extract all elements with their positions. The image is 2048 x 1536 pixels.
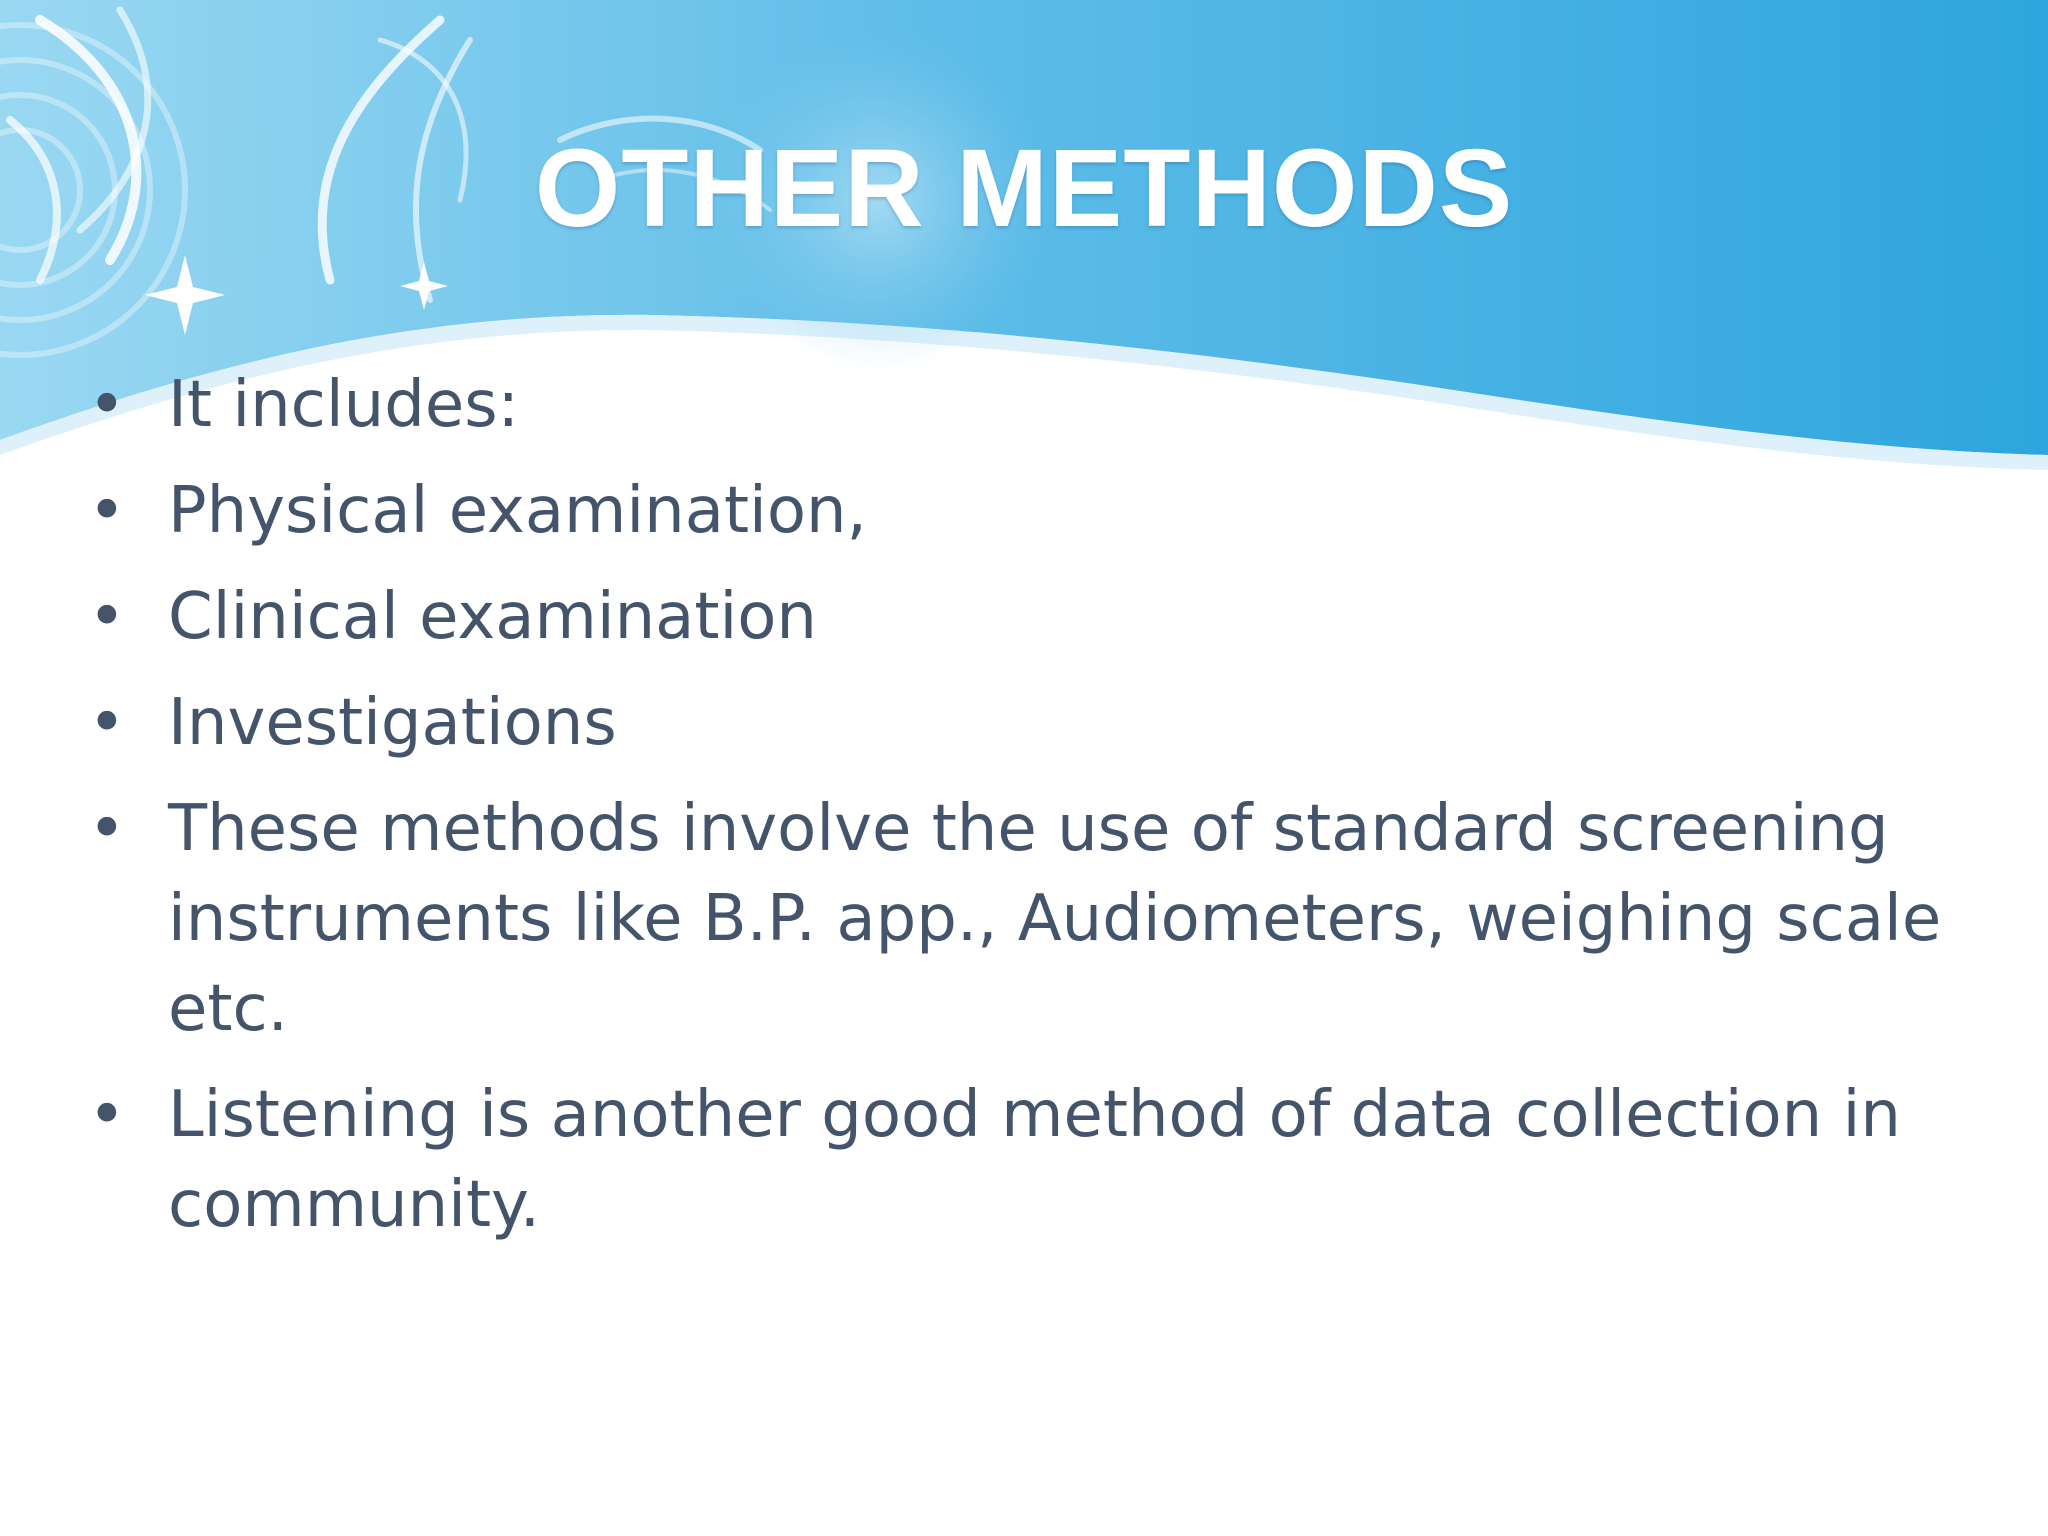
bullet-text: Investigations — [168, 686, 617, 760]
bullet-item — [88, 466, 1988, 556]
bullet-dot-icon: • — [88, 686, 126, 760]
bullet-dot-icon: • — [88, 792, 126, 866]
bullet-text: Clinical examination — [168, 580, 817, 654]
bullet-dot-icon: • — [88, 368, 126, 442]
bullet-item — [88, 784, 1988, 1054]
bullet-item — [88, 1070, 1988, 1250]
bullet-list — [88, 360, 1988, 1266]
bullet-item — [88, 678, 1988, 768]
slide-title: OTHER METHODS — [534, 127, 1514, 250]
bullet-text: These methods involve the use of standard screening instruments like B.P. app., Audiometers, weighing scale etc. — [168, 792, 1942, 1046]
bullet-text: Listening is another good method of data collection in community. — [168, 1078, 1901, 1242]
bullet-text: It includes: — [168, 368, 520, 442]
bullet-text: Physical examination, — [168, 474, 867, 548]
bullet-dot-icon: • — [88, 474, 126, 548]
bullet-dot-icon: • — [88, 1078, 126, 1152]
bullet-item — [88, 360, 1988, 450]
bullet-item — [88, 572, 1988, 662]
bullet-dot-icon: • — [88, 580, 126, 654]
